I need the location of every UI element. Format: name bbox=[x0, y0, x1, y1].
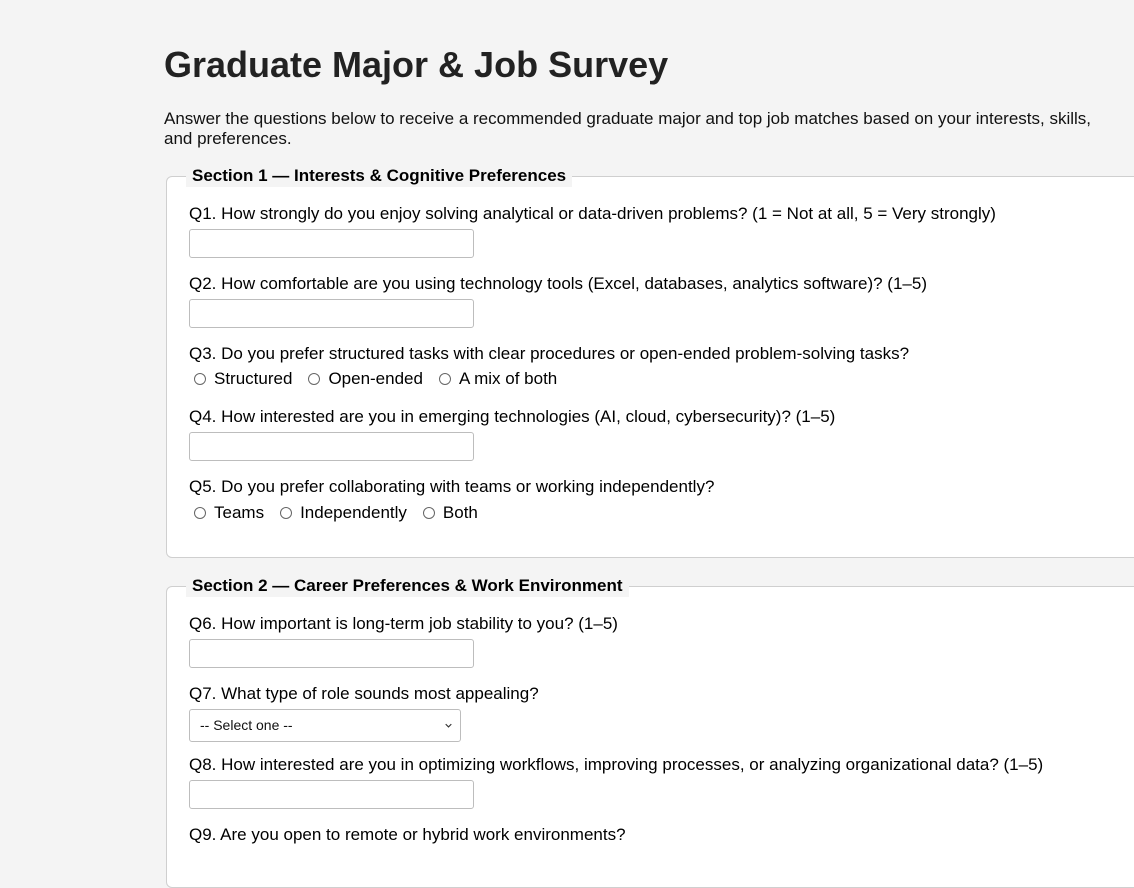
q3-option-label: A mix of both bbox=[458, 369, 558, 388]
q7-label: Q7. What type of role sounds most appealing? bbox=[189, 684, 539, 703]
q5-option-label: Independently bbox=[300, 503, 407, 522]
q2-input[interactable] bbox=[189, 299, 474, 328]
section-1 bbox=[166, 166, 1134, 558]
q7-select[interactable] bbox=[189, 709, 461, 742]
radio-icon[interactable] bbox=[439, 373, 451, 385]
q5-option-teams[interactable] bbox=[194, 503, 264, 523]
q9-label: Q9. Are you open to remote or hybrid work environments? bbox=[189, 825, 626, 844]
q8-input[interactable] bbox=[189, 780, 474, 809]
q3-option-label: Structured bbox=[214, 369, 293, 388]
q4-input[interactable] bbox=[189, 432, 474, 461]
q5-option-label: Both bbox=[442, 503, 478, 522]
section-1-legend: Section 1 — Interests & Cognitive Preferences bbox=[186, 165, 572, 187]
q3-option-structured[interactable] bbox=[194, 369, 292, 389]
section-2-legend: Section 2 — Career Preferences & Work Environment bbox=[186, 575, 629, 597]
q7-selected-value: -- Select one -- bbox=[200, 717, 293, 733]
q4-label: Q4. How interested are you in emerging technologies (AI, cloud, cybersecurity)? (1–5) bbox=[189, 407, 836, 426]
q3-option-mix[interactable] bbox=[439, 369, 557, 389]
q3-label: Q3. Do you prefer structured tasks with clear procedures or open-ended problem-solving tasks? bbox=[189, 344, 910, 363]
radio-icon[interactable] bbox=[308, 373, 320, 385]
q5-option-label: Teams bbox=[214, 503, 265, 522]
q3-option-label: Open-ended bbox=[328, 369, 423, 388]
radio-icon[interactable] bbox=[194, 507, 206, 519]
intro-text: Answer the questions below to receive a recommended graduate major and top job matches based on your interests, skills, and preferences. bbox=[164, 109, 1091, 148]
page-title: Graduate Major & Job Survey bbox=[164, 44, 669, 85]
q5-label: Q5. Do you prefer collaborating with teams or working independently? bbox=[189, 477, 715, 496]
q3-option-open-ended[interactable] bbox=[308, 369, 423, 389]
radio-icon[interactable] bbox=[194, 373, 206, 385]
section-2 bbox=[166, 576, 1134, 888]
q3-radio-group bbox=[194, 369, 573, 389]
radio-icon[interactable] bbox=[423, 507, 435, 519]
q8-label: Q8. How interested are you in optimizing workflows, improving processes, or analyzing organizational data? (1–5) bbox=[189, 755, 1044, 774]
radio-icon[interactable] bbox=[280, 507, 292, 519]
q2-label: Q2. How comfortable are you using technology tools (Excel, databases, analytics software)? (1–5) bbox=[189, 274, 927, 293]
q5-radio-group bbox=[194, 503, 494, 523]
q5-option-both[interactable] bbox=[423, 503, 478, 523]
chevron-down-icon bbox=[445, 722, 452, 729]
q1-input[interactable] bbox=[189, 229, 474, 258]
q5-option-independently[interactable] bbox=[280, 503, 407, 523]
q6-input[interactable] bbox=[189, 639, 474, 668]
q1-label: Q1. How strongly do you enjoy solving analytical or data-driven problems? (1 = Not at all, 5 = Very strongly) bbox=[189, 204, 996, 223]
q6-label: Q6. How important is long-term job stability to you? (1–5) bbox=[189, 614, 618, 633]
